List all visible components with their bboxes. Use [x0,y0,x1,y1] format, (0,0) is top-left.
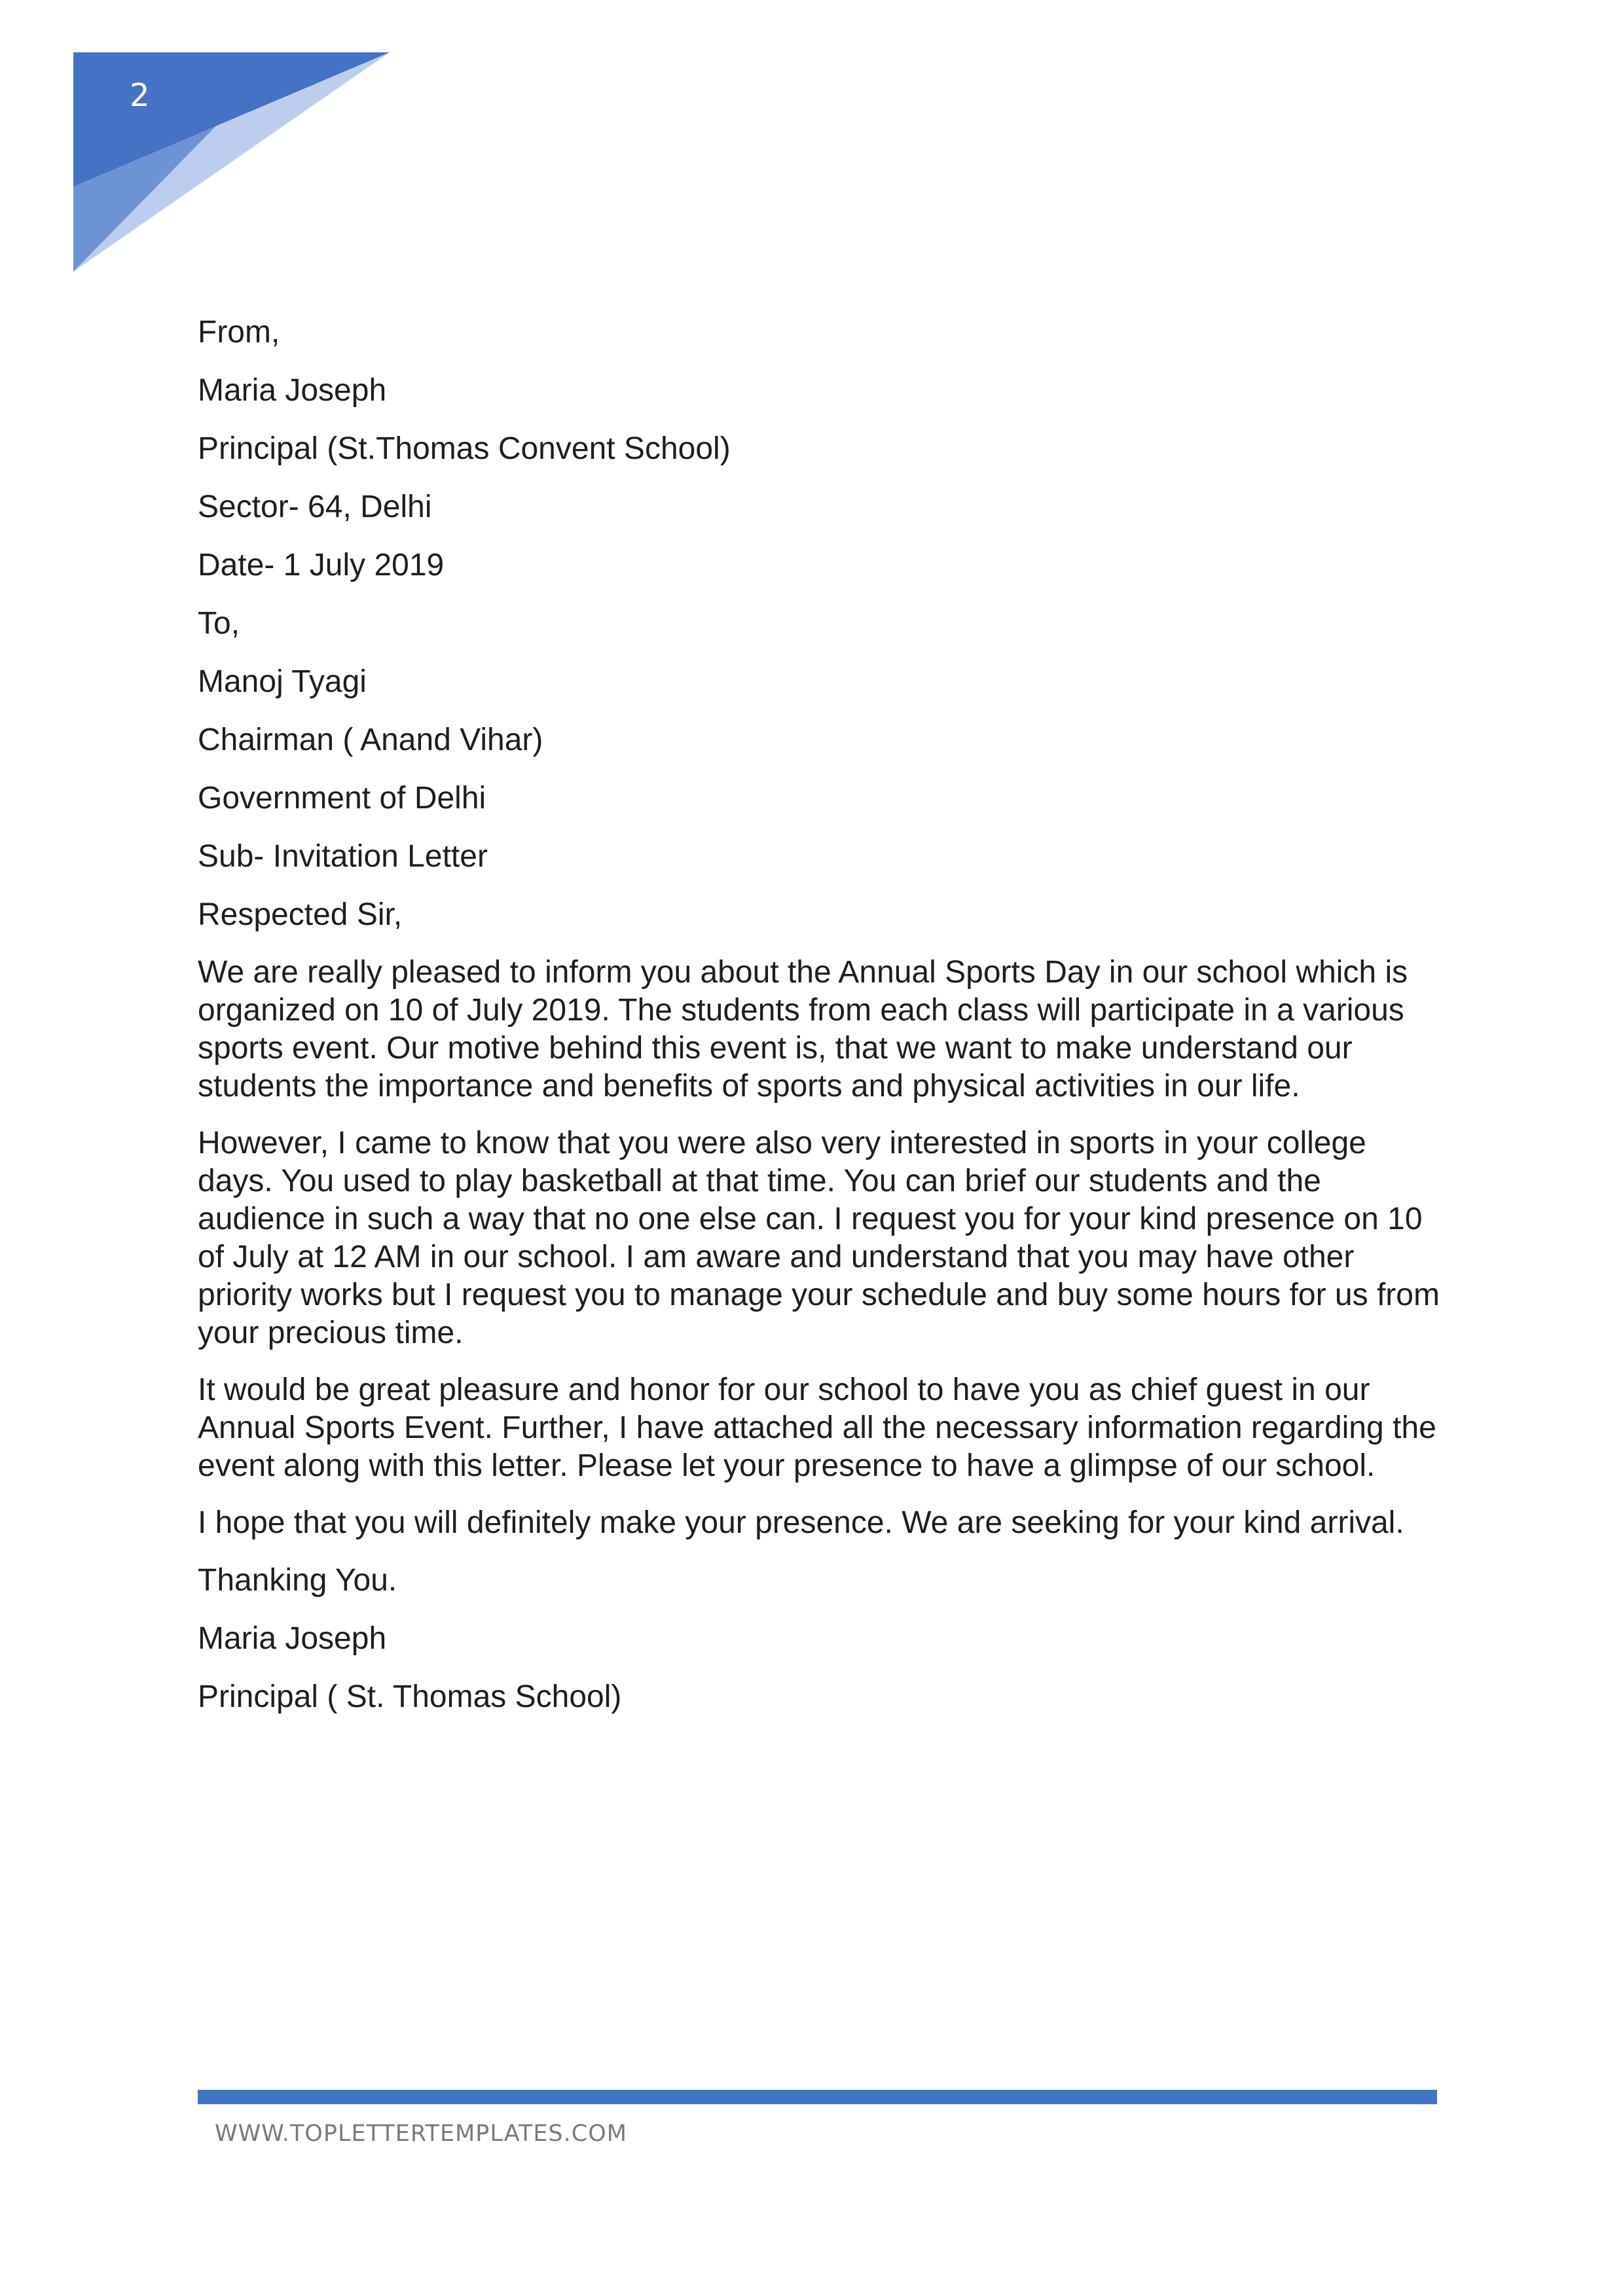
sender-title: Principal (St.Thomas Convent School) [198,431,731,466]
to-label: To, [198,606,240,641]
signature-title: Principal ( St. Thomas School) [198,1679,622,1714]
salutation: Respected Sir, [198,897,403,932]
letter-date: Date- 1 July 2019 [198,548,445,583]
body-paragraph: I hope that you will definitely make your presence. We are seeking for your kind arrival. [198,1505,1404,1540]
page-number: 2 [130,77,150,114]
corner-decoration [0,0,458,301]
closing: Thanking You. [198,1563,397,1598]
signature-name: Maria Joseph [198,1621,387,1656]
sender-address: Sector- 64, Delhi [198,490,432,524]
recipient-name: Manoj Tyagi [198,664,367,699]
sender-name: Maria Joseph [198,373,387,408]
recipient-title: Chairman ( Anand Vihar) [198,723,543,757]
subject-line: Sub- Invitation Letter [198,839,488,874]
footer-website: WWW.TOPLETTERTEMPLATES.COM [215,2121,627,2147]
body-paragraph: It would be great pleasure and honor for our school to have you as chief guest in our Annual Sports Event. Further, I have attached all the necessary information regarding the event along with this letter. Please let your presence to have a glimpse of our school. [198,1372,1436,1483]
letter-body [198,313,1442,1736]
body-paragraph: However, I came to know that you were also very interested in sports in your college days. You used to play basketball at that time. You can brief our students and the audience in such a way that no one else can. I request you for your kind presence on 10 of July at 12 AM in our school. I am aware and understand that you may have other priority works but I request you to manage your schedule and buy some hours for us from your precious time. [198,1126,1440,1350]
body-paragraph: We are really pleased to inform you about the Annual Sports Day in our school which is organized on 10 of July 2019. The students from each class will participate in a various sports event. Our motive behind this event is, that we want to make understand our students the importance and benefits of sports and physical activities in our life. [198,955,1408,1103]
recipient-organization: Government of Delhi [198,781,486,816]
from-label: From, [198,315,280,350]
footer-divider [198,2090,1437,2104]
